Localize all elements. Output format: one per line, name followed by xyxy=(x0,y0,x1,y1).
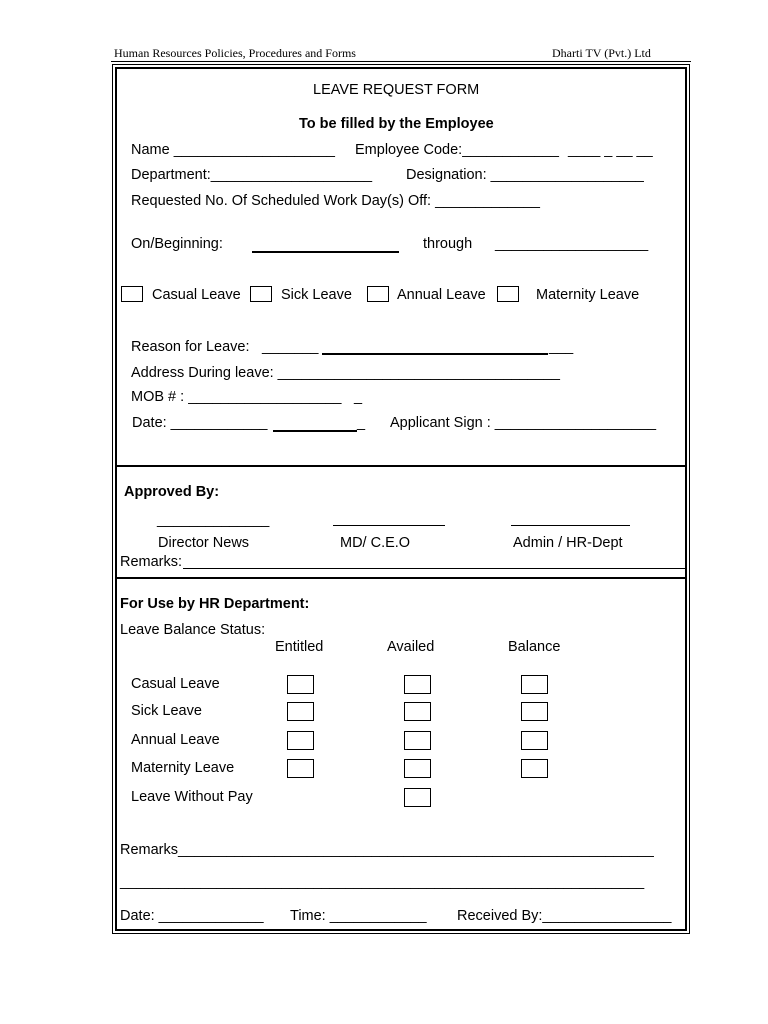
sick-balance-box[interactable] xyxy=(521,702,548,721)
header-rule xyxy=(111,61,691,62)
section-divider-approval xyxy=(115,465,687,467)
annual-leave-label: Annual Leave xyxy=(397,287,486,303)
reason-prefix-line: _______ xyxy=(262,339,319,355)
hr-time-field[interactable]: Time: ____________ xyxy=(290,908,427,924)
designation-field[interactable]: Designation: ___________________ xyxy=(406,167,644,183)
hr-row-casual-leave: Casual Leave xyxy=(131,676,220,692)
hr-date-field[interactable]: Date: _____________ xyxy=(120,908,264,924)
form-title: LEAVE REQUEST FORM xyxy=(313,82,480,98)
ceo-sign-line[interactable] xyxy=(333,525,445,526)
through-label: through xyxy=(423,236,473,252)
hr-row-leave-without-pay: Leave Without Pay xyxy=(131,789,253,805)
requested-days-field[interactable]: Requested No. Of Scheduled Work Day(s) Off: _____________ xyxy=(131,193,540,209)
department-field[interactable]: Department:____________________ xyxy=(131,167,373,183)
hr-heading: For Use by HR Department: xyxy=(120,596,310,612)
annual-availed-box[interactable] xyxy=(404,731,431,750)
approval-remarks-field[interactable] xyxy=(183,568,686,569)
director-sign-line-suffix: _____ xyxy=(229,512,270,528)
address-field[interactable]: Address During leave: ___________________________________ xyxy=(131,365,560,381)
employee-code-field[interactable]: Employee Code:____________ xyxy=(355,142,559,158)
casual-leave-label: Casual Leave xyxy=(152,287,241,303)
column-balance: Balance xyxy=(508,639,561,655)
signatory-md-ceo: MD/ C.E.O xyxy=(340,535,411,551)
date-extra: _ xyxy=(357,415,366,431)
casual-leave-checkbox[interactable] xyxy=(121,286,143,302)
admin-sign-line[interactable] xyxy=(511,525,630,526)
approved-by-heading: Approved By: xyxy=(124,484,220,500)
date-underline xyxy=(273,430,357,432)
sick-availed-box[interactable] xyxy=(404,702,431,721)
hr-row-annual-leave: Annual Leave xyxy=(131,732,220,748)
column-entitled: Entitled xyxy=(275,639,324,655)
name-field[interactable]: Name ____________________ xyxy=(131,142,335,158)
leave-balance-status-label: Leave Balance Status: xyxy=(120,622,266,638)
maternity-availed-box[interactable] xyxy=(404,759,431,778)
section-divider-hr xyxy=(115,577,687,579)
header-left: Human Resources Policies, Procedures and Forms xyxy=(114,46,356,60)
hr-remarks-line2[interactable]: _________________________________________________________________ xyxy=(120,874,645,890)
reason-label: Reason for Leave: xyxy=(131,339,250,355)
received-by-field[interactable]: Received By:________________ xyxy=(457,908,672,924)
on-beginning-label: On/Beginning: xyxy=(131,236,223,252)
hr-row-sick-leave: Sick Leave xyxy=(131,703,202,719)
form-subtitle: To be filled by the Employee xyxy=(299,116,494,132)
through-field[interactable]: ___________________ xyxy=(495,236,649,252)
hr-row-maternity-leave: Maternity Leave xyxy=(131,760,235,776)
annual-balance-box[interactable] xyxy=(521,731,548,750)
reason-suffix-line: ___ xyxy=(549,339,574,355)
maternity-entitled-box[interactable] xyxy=(287,759,314,778)
on-beginning-line[interactable] xyxy=(252,251,399,253)
employee-code-extra: ____ _ __ __ xyxy=(568,142,653,158)
column-availed: Availed xyxy=(387,639,435,655)
sick-leave-label: Sick Leave xyxy=(281,287,352,303)
annual-entitled-box[interactable] xyxy=(287,731,314,750)
casual-entitled-box[interactable] xyxy=(287,675,314,694)
lwp-availed-box[interactable] xyxy=(404,788,431,807)
mob-extra: _ xyxy=(354,389,363,405)
casual-balance-box[interactable] xyxy=(521,675,548,694)
date-field[interactable]: Date: ____________ xyxy=(132,415,268,431)
mob-field[interactable]: MOB # : ___________________ xyxy=(131,389,342,405)
applicant-sign-field[interactable]: Applicant Sign : ____________________ xyxy=(390,415,657,431)
maternity-leave-checkbox[interactable] xyxy=(497,286,519,302)
sick-entitled-box[interactable] xyxy=(287,702,314,721)
signatory-director-news: Director News xyxy=(158,535,250,551)
casual-availed-box[interactable] xyxy=(404,675,431,694)
header-right: Dharti TV (Pvt.) Ltd xyxy=(552,46,651,60)
sick-leave-checkbox[interactable] xyxy=(250,286,272,302)
maternity-leave-label: Maternity Leave xyxy=(536,287,640,303)
approval-remarks-label: Remarks: xyxy=(120,554,183,570)
maternity-balance-box[interactable] xyxy=(521,759,548,778)
reason-field[interactable] xyxy=(322,353,548,355)
annual-leave-checkbox[interactable] xyxy=(367,286,389,302)
hr-remarks-field[interactable]: Remarks___________________________________________________________ xyxy=(120,842,654,858)
director-sign-line-prefix: _________ xyxy=(157,512,230,528)
signatory-admin-hr: Admin / HR-Dept xyxy=(513,535,623,551)
